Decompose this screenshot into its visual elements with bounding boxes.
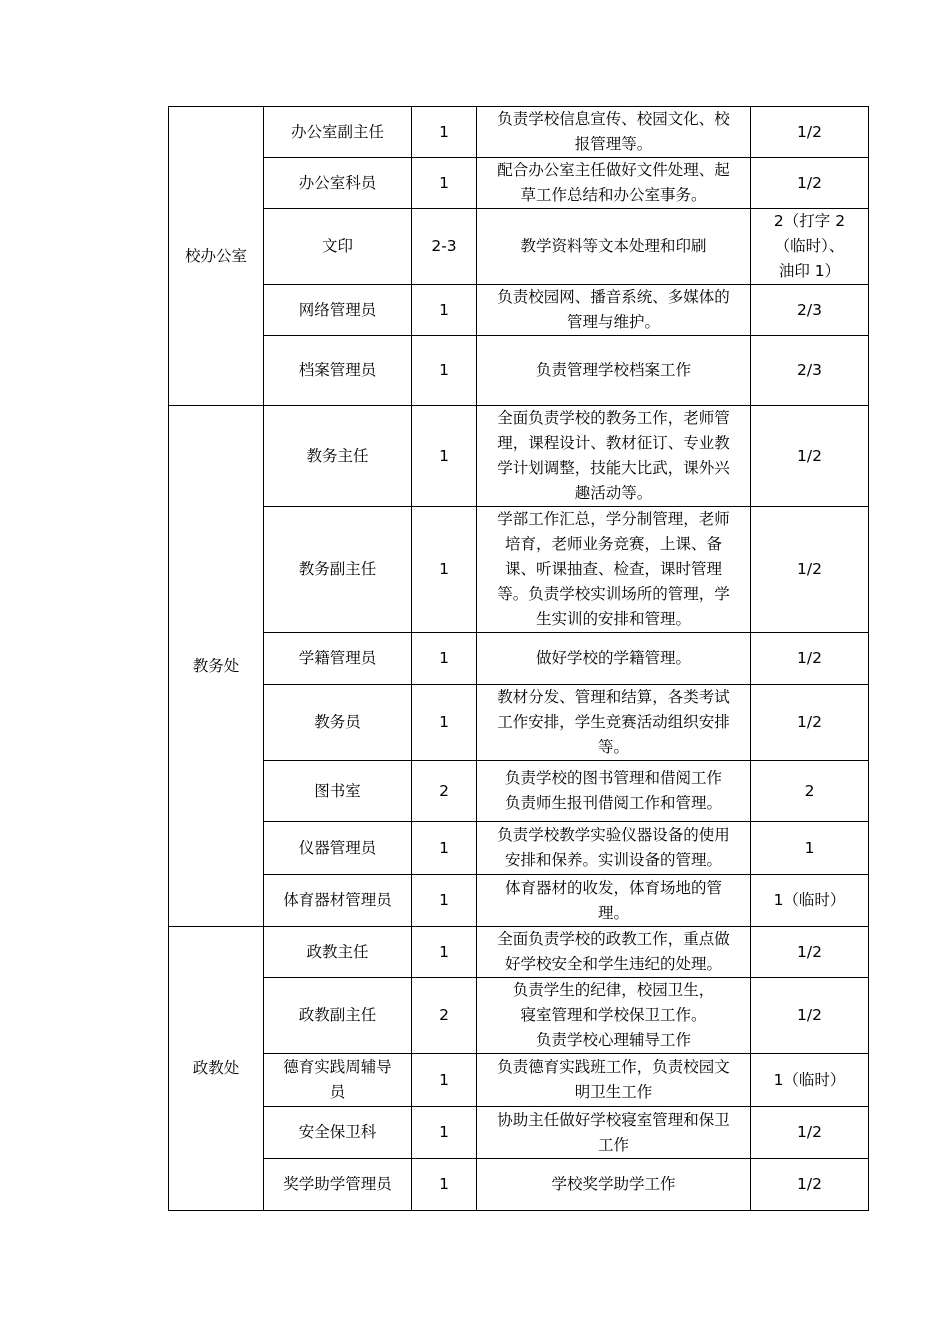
cell-line: 教学资料等文本处理和印刷 [520, 237, 707, 255]
cell-line: 理，课程设计、教材征订、专业教 [497, 434, 730, 452]
cell-line: 网络管理员 [298, 300, 377, 319]
headcount-cell: 1 [412, 633, 477, 685]
cell-line: 课、听课抽查、检查，课时管理 [504, 560, 722, 578]
table-row [169, 927, 869, 978]
cell-line: 1/2 [797, 1006, 822, 1024]
cell-line: 1/2 [797, 122, 822, 141]
cell-line: 政教副主任 [298, 1006, 377, 1024]
duty-cell [477, 1107, 751, 1159]
cell-line: 教务主任 [306, 446, 369, 465]
table-row [169, 685, 869, 761]
cell-line: 培育，老师业务竞赛，上课、备 [504, 535, 722, 553]
cell-line: 1/2 [797, 560, 822, 578]
ratio-cell [751, 507, 869, 633]
headcount-cell: 1 [412, 1159, 477, 1211]
cell-line: 明卫生工作 [574, 1083, 653, 1101]
cell-line: 图书室 [314, 781, 361, 800]
cell-line: 员 [329, 1083, 346, 1101]
headcount-cell: 1 [412, 822, 477, 875]
cell-line: 2/3 [797, 300, 822, 319]
duty-cell [477, 927, 751, 978]
ratio-cell [751, 761, 869, 822]
cell-line: 负责学生的纪律，校园卫生， [512, 981, 715, 999]
cell-line: 全面负责学校的教务工作，老师管 [497, 409, 730, 427]
position-cell [264, 336, 412, 406]
ratio-cell [751, 285, 869, 336]
headcount-cell: 1 [412, 1107, 477, 1159]
cell-line: 学籍管理员 [298, 649, 377, 667]
headcount-cell: 2 [412, 978, 477, 1054]
duty-cell [477, 507, 751, 633]
cell-line: 仪器管理员 [298, 838, 377, 857]
table-row [169, 761, 869, 822]
position-cell [264, 209, 412, 285]
department-name: 校办公室 [184, 246, 247, 265]
ratio-cell [751, 1159, 869, 1211]
duty-cell [477, 107, 751, 158]
cell-line: 管理与维护。 [566, 313, 660, 331]
cell-line: 负责学校心理辅导工作 [535, 1031, 691, 1049]
table-row [169, 158, 869, 209]
cell-line: 档案管理员 [298, 361, 377, 379]
ratio-cell [751, 406, 869, 507]
headcount-cell: 1 [412, 507, 477, 633]
duty-cell [477, 761, 751, 822]
cell-line: 1/2 [797, 942, 822, 961]
duty-cell [477, 685, 751, 761]
cell-line: 奖学助学管理员 [283, 1175, 392, 1193]
cell-line: 1/2 [797, 649, 822, 667]
position-cell [264, 978, 412, 1054]
position-cell [264, 158, 412, 209]
table-row [169, 1159, 869, 1211]
cell-line: 学计划调整，技能大比武，课外兴 [497, 459, 730, 477]
position-cell [264, 927, 412, 978]
cell-line: 草工作总结和办公室事务。 [520, 186, 707, 204]
cell-line: 2 [804, 781, 815, 800]
cell-line: 学校奖学助学工作 [551, 1175, 676, 1193]
cell-line: 配合办公室主任做好文件处理、起 [497, 161, 730, 179]
position-cell [264, 822, 412, 875]
cell-line: 政教主任 [306, 942, 369, 961]
duty-cell [477, 158, 751, 209]
position-cell [264, 285, 412, 336]
headcount-cell: 1 [412, 158, 477, 209]
cell-line: 负责学校教学实验仪器设备的使用 [497, 826, 730, 844]
ratio-cell [751, 927, 869, 978]
cell-line: 1/2 [797, 173, 822, 192]
department-name: 教务处 [192, 656, 240, 675]
position-cell [264, 761, 412, 822]
duty-cell [477, 209, 751, 285]
cell-line: 做好学校的学籍管理。 [535, 649, 691, 667]
ratio-cell [751, 822, 869, 875]
ratio-cell [751, 685, 869, 761]
table-row [169, 285, 869, 336]
cell-line: 工作 [597, 1135, 629, 1154]
ratio-cell [751, 107, 869, 158]
cell-line: 1/2 [797, 1123, 822, 1141]
cell-line: 1 [804, 838, 815, 857]
duty-cell [477, 1054, 751, 1107]
cell-line: 体育器材管理员 [283, 891, 392, 909]
cell-line: 德育实践周辅导 [283, 1058, 392, 1076]
cell-line: 教务员 [314, 713, 361, 731]
cell-line: 负责德育实践班工作，负责校园文 [497, 1058, 730, 1076]
table-row [169, 978, 869, 1054]
cell-line: 生实训的安排和管理。 [535, 610, 691, 628]
table-row [169, 209, 869, 285]
cell-line: 理。 [597, 903, 629, 922]
headcount-cell: 1 [412, 285, 477, 336]
position-cell [264, 406, 412, 507]
cell-line: 负责师生报刊借阅工作和管理。 [504, 794, 722, 812]
headcount-cell: 2-3 [412, 209, 477, 285]
ratio-cell [751, 209, 869, 285]
position-cell [264, 685, 412, 761]
cell-line: （临时）、 [774, 237, 845, 255]
cell-line: 安全保卫科 [298, 1123, 377, 1141]
ratio-cell [751, 1054, 869, 1107]
department-name: 政教处 [192, 1059, 240, 1077]
ratio-cell [751, 633, 869, 685]
staff-allocation-table [168, 106, 869, 1211]
duty-cell [477, 1159, 751, 1211]
cell-line: 体育器材的收发，体育场地的管 [504, 878, 722, 897]
cell-line: 安排和保养。实训设备的管理。 [504, 851, 722, 869]
cell-line: 负责学校的图书管理和借阅工作 [504, 769, 722, 787]
ratio-cell [751, 978, 869, 1054]
cell-line: 办公室科员 [298, 173, 377, 192]
headcount-cell: 2 [412, 761, 477, 822]
duty-cell [477, 875, 751, 927]
table-row [169, 633, 869, 685]
headcount-cell: 1 [412, 107, 477, 158]
cell-line: 寝室管理和学校保卫工作。 [520, 1006, 707, 1024]
cell-line: 1/2 [797, 713, 822, 731]
table-row [169, 822, 869, 875]
cell-line: 2/3 [797, 361, 822, 379]
cell-line: 1/2 [797, 1175, 822, 1193]
table-row [169, 406, 869, 507]
headcount-cell: 1 [412, 406, 477, 507]
department-cell [169, 107, 264, 406]
cell-line: 等。 [597, 738, 629, 756]
table-row [169, 336, 869, 406]
duty-cell [477, 285, 751, 336]
cell-line: 1（临时） [773, 891, 846, 909]
position-cell [264, 1107, 412, 1159]
position-cell [264, 107, 412, 158]
department-cell [169, 927, 264, 1211]
position-cell [264, 507, 412, 633]
table-row [169, 875, 869, 927]
cell-line: 协助主任做好学校寝室管理和保卫 [497, 1110, 730, 1129]
ratio-cell [751, 336, 869, 406]
cell-line: 1（临时） [773, 1070, 846, 1089]
position-cell [264, 1054, 412, 1107]
cell-line: 文印 [321, 237, 353, 255]
duty-cell [477, 406, 751, 507]
duty-cell [477, 822, 751, 875]
ratio-cell [751, 158, 869, 209]
cell-line: 等。负责学校实训场所的管理，学 [497, 585, 730, 603]
cell-line: 负责管理学校档案工作 [535, 361, 691, 379]
headcount-cell: 1 [412, 336, 477, 406]
cell-line: 办公室副主任 [290, 122, 384, 141]
position-cell [264, 1159, 412, 1211]
cell-line: 负责校园网、播音系统、多媒体的 [497, 288, 730, 306]
cell-line: 2（打字 2 [773, 212, 846, 230]
table-row [169, 507, 869, 633]
ratio-cell [751, 875, 869, 927]
cell-line: 趣活动等。 [574, 484, 653, 502]
cell-line: 报管理等。 [574, 135, 653, 153]
department-cell [169, 406, 264, 927]
cell-line: 工作安排，学生竞赛活动组织安排 [497, 713, 730, 731]
cell-line: 好学校安全和学生违纪的处理。 [504, 955, 722, 973]
cell-line: 学部工作汇总，学分制管理，老师 [497, 510, 730, 528]
duty-cell [477, 336, 751, 406]
cell-line: 1/2 [797, 446, 822, 465]
table-row [169, 107, 869, 158]
duty-cell [477, 633, 751, 685]
cell-line: 全面负责学校的政教工作，重点做 [497, 930, 730, 948]
headcount-cell: 1 [412, 685, 477, 761]
table-row [169, 1107, 869, 1159]
headcount-cell: 1 [412, 1054, 477, 1107]
table-body [169, 107, 869, 1211]
ratio-cell [751, 1107, 869, 1159]
cell-line: 教材分发、管理和结算，各类考试 [497, 688, 730, 706]
cell-line: 负责学校信息宣传、校园文化、校 [497, 110, 730, 128]
headcount-cell: 1 [412, 875, 477, 927]
position-cell [264, 633, 412, 685]
headcount-cell: 1 [412, 927, 477, 978]
duty-cell [477, 978, 751, 1054]
position-cell [264, 875, 412, 927]
table-row [169, 1054, 869, 1107]
cell-line: 油印 1） [778, 262, 841, 280]
cell-line: 教务副主任 [298, 560, 377, 578]
